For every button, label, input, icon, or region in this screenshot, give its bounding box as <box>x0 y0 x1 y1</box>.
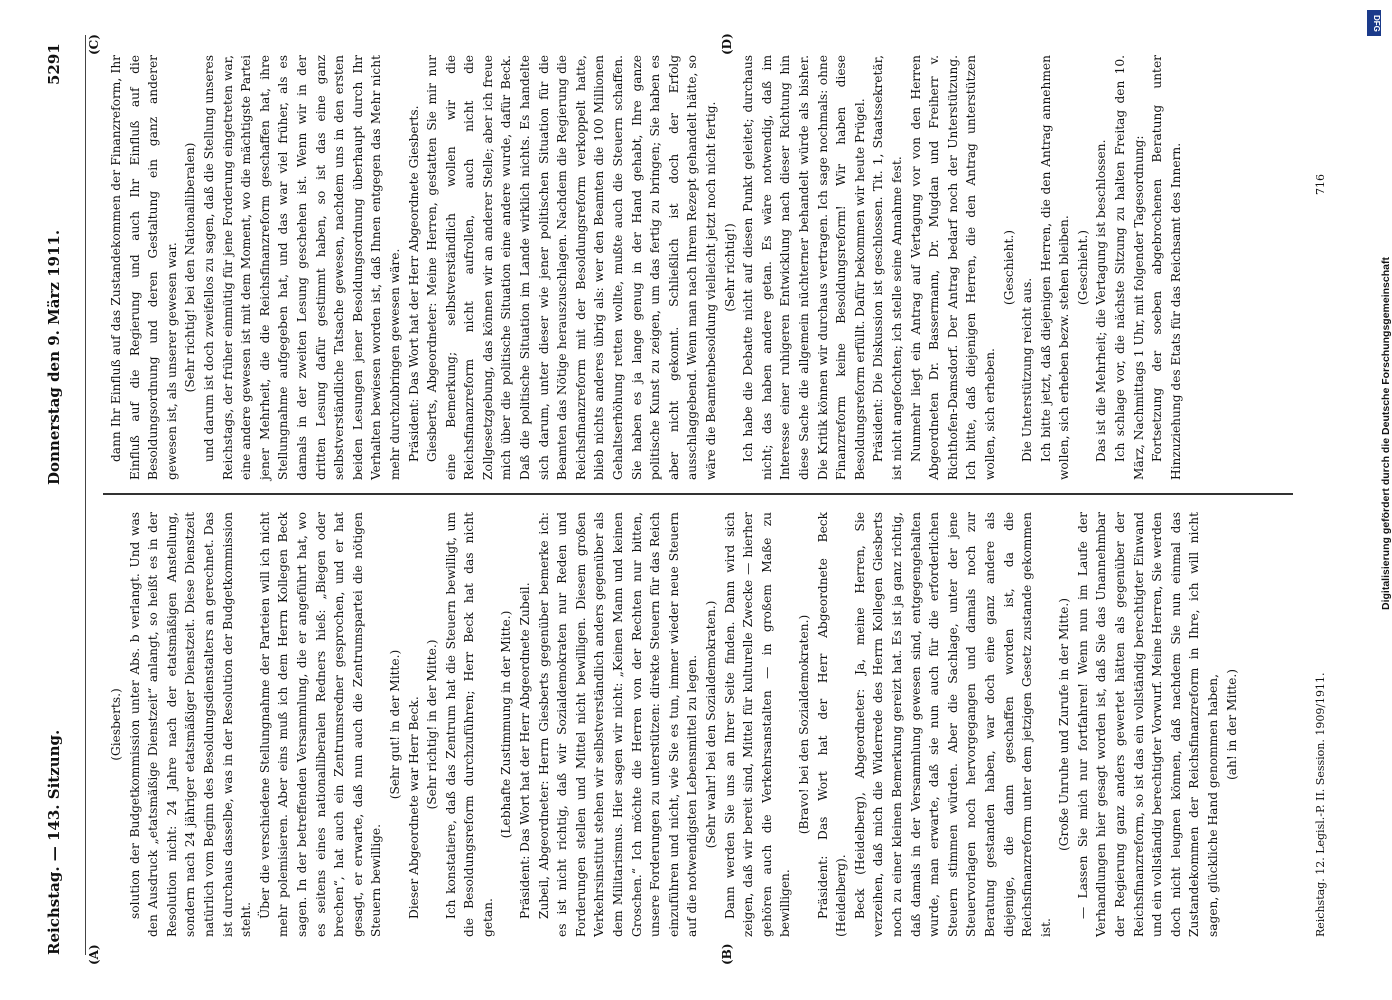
paragraph: Zubeil, Abgeordneter: Herrn Giesberts gegenüber bemerke ich: es ist nicht richtig, daß wir Sozialdemokraten nur Reden und Forderungen stellen und Mittel nicht bewilligen. Diesem großen Verkehrsinstitut stehen wir selbstverständlich anders gegenüber als dem Militarismus. Hier sagen wir nicht: „Keinen Mann und keinen Groschen.“ Ich möchte die Herren von der Rechten nur bitten, unsere Forderungen zu unterstützen: direkte Steuern für das Reich einzuführen und nicht, wie Sie es tun, immer wieder neue Steuern auf die notwendigsten Lebensmittel zu legen. <box>536 512 700 937</box>
paragraph: (Sehr richtig! in der Mitte.) <box>425 639 440 810</box>
paragraph: (ah! in der Mitte.) <box>1224 669 1239 780</box>
paragraph: (Sehr richtig!) <box>722 223 737 312</box>
paragraph: Giesberts, Abgeordneter: Meine Herren, gestatten Sie mir nur eine Bemerkung; selbstverständlich wollen wir die Reichsfinanzreform nicht aufrollen, auch nicht die Zollgesetzgebung, das können wir an anderer Stelle; aber ich freue mich über die politische Situation eine andere wurde, dafür Beck. Daß die politische Situation im Lande wirklich nichts. Es handelte sich darum, unter dieser wie jener politischen Situation für die Beamten das Nötige herauszuschlagen. Nachdem die Regierung die Reichsfinanzreform mit der Besoldungsreform verkoppelt hatte, blieb nichts anderes übrig als: wer den Beamten die 100 Millionen Gehaltserhöhung retten wollte, mußte auch die Steuern schaffen. Sie haben es ja lange genug in der Hand gehabt, Ihre ganze politische Kunst zu zeigen, um das fertig zu bringen; Sie haben es aber nicht gekonnt. Schließlich ist doch der Erfolg ausschlaggebend. Wenn man nach Ihrem Rezept gehandelt hätte, so wäre die Beamtenbesoldung vielleicht jetzt noch nicht fertig. <box>425 55 718 480</box>
dfg-logo: DFG <box>1367 10 1381 36</box>
sidebar-credit <box>1366 10 1392 630</box>
margin-marker-b: (B) <box>720 943 734 965</box>
paragraph: (Geschieht.) <box>1075 229 1090 306</box>
paragraph: Ich konstatiere, daß das Zentrum hat die Steuern bewilligt, um die Besoldungsreform durchzuführen; Herr Beck hat das nicht getan. <box>443 512 495 937</box>
paragraph: (Sehr gut! in der Mitte.) <box>387 649 402 800</box>
paragraph: (Große Unruhe und Zurufe in der Mitte.) <box>1057 598 1072 851</box>
paragraph: Präsident: Die Diskussion ist geschlossen. Tit. 1, Staatssekretär, ist nicht angefochten; ich stelle seine Annahme fest. <box>871 55 904 480</box>
running-header-date: Donnerstag den 9. März 1911. <box>45 229 63 485</box>
column-divider <box>103 494 1293 496</box>
paragraph: Fortsetzung der soeben abgebrochenen Beratung unter Hinzuziehung des Etats für das Reichsamt des Innern. <box>1150 55 1183 480</box>
paragraph: Ich schlage vor, die nächste Sitzung zu halten Freitag den 10. März, Nachmittags 1 Uhr, mit folgender Tagesordnung: <box>1113 55 1146 480</box>
left-text-column <box>107 512 1297 937</box>
paragraph: (Geschieht.) <box>1001 229 1016 306</box>
paragraph: Dieser Abgeordnete war Herr Beck. <box>406 696 421 919</box>
paragraph: Dann werden Sie uns an Ihrer Seite finden. Dann wird sich zeigen, daß wir bereit sind, Mittel für kulturelle Zwecke — hierher gehören auch die Verkehrsanstalten — in großem Maße zu bewilligen. <box>722 512 793 937</box>
header-rule <box>85 35 86 955</box>
margin-marker-c: (C) <box>87 34 101 55</box>
paragraph: Präsident: Das Wort hat der Herr Abgeordnete Beck (Heidelberg). <box>815 512 849 937</box>
footer-session: Reichstag. 12. Legisl.-P. II. Session. 1909/1911. <box>1314 672 1327 937</box>
paragraph: dann Ihr Einfluß auf das Zustandekommen der Finanzreform, Ihr Einfluß auf die Regierung und auch Ihr Einfluß auf die Besoldungsordnung und deren Gestaltung ein ganz anderer gewesen ist, als unserer gewesen war. <box>109 55 179 480</box>
sidebar-credit-text: Digitalisierung gefördert durch die Deutsche Forschungsgemeinschaft <box>1380 257 1392 610</box>
paragraph: (Sehr richtig! bei den Nationalliberalen) <box>183 142 198 393</box>
paragraph: Nunmehr liegt ein Antrag auf Vertagung vor von den Herren Abgeordneten Dr. Bassermann, Dr. Mugdan und Freiherr v. Richthofen-Damsdorf. Der Antrag bedarf noch der Unterstützung. Ich bitte, daß diejenigen Herren, die den Antrag unterstützen wollen, sich erheben. <box>908 55 997 480</box>
rotated-page <box>45 25 1345 965</box>
paragraph: Präsident: Das Wort hat der Herr Abgeordnete Giesberts. <box>406 105 421 462</box>
margin-marker-d: (D) <box>720 33 734 55</box>
right-text-column <box>107 55 1297 480</box>
paragraph: solution der Budgetkommission unter Abs. b verlangt. Und was den Ausdruck „etatsmäßige Dienstzeit“ anlangt, so heißt es in der Resolution nicht: 24 Jahre nach der etatsmäßigen Anstellung, sondern nach 24 jähriger etatsmäßiger Dienstzeit. Diese Dienstzeit natürlich vom Beginn des Besoldungsdienstalters an gerechnet. Das ist durchaus dasselbe, was in der Resolution der Budgetkommission steht. <box>127 512 254 937</box>
paragraph: (Bravo! bei den Sozialdemokraten.) <box>796 614 811 835</box>
paragraph: — Lassen Sie mich nur fortfahren! Wenn nun im Laufe der Verhandlungen hier gesagt worden ist, daß Sie das Unannehmbar der Regierung ganz anders gewertet hätten als gegenüber der Reichsfinanzreform, so ist das ein vollständig berechtigter Einwand und ein vollständig berechtigter Vorwurf. Meine Herren, Sie werden doch nicht leugnen können, daß nachdem Sie nun einmal das Zustandekommen der Reichsfinanzreform in Ihre, ich will nicht sagen, glückliche Hand genommen haben, <box>1075 512 1221 937</box>
margin-marker-a: (A) <box>87 944 101 965</box>
paragraph: Ich habe die Debatte nicht auf diesen Punkt geleitet; durchaus nicht; das haben andere getan. Es wäre notwendig, daß im Interesse einer ruhigeren Entwicklung nach dieser Richtung hin diese Sache die allgemein nüchterner behandelt würde als bisher. Die Kritik können wir durchaus vertragen. Ich sage nochmals: ohne Finanzreform keine Besoldungsreform! Wir haben diese Besoldungsreform erfüllt. Dafür bekommen wir heute Prügel. <box>741 55 867 480</box>
paragraph: Beck (Heidelberg), Abgeordneter: Ja, meine Herren, Sie verzeihen, daß mich die Widerrede des Herrn Kollegen Giesberts noch zu einer kleinen Bemerkung gereizt hat. Es ist ja ganz richtig, daß damals in der Versammlung gewesen sind, entgegengehalten wurde, man erwarte, daß sie nun auch für die erforderlichen Steuern stimmen würden. Aber die Sachlage, unter der jene Steuervorlagen noch hervorgegangen und damals noch zur Beratung gestanden haben, war doch eine ganz andere als diejenige, die dann geschaffen worden ist, da die Reichsfinanzreform unter dem jetzigen Gesetz zustande gekommen ist. <box>852 512 1053 937</box>
page-number: 5291 <box>45 43 63 85</box>
paragraph: (Giesberts.) <box>109 688 123 761</box>
paragraph: Präsident: Das Wort hat der Herr Abgeordnete Zubeil. <box>518 582 533 919</box>
paragraph: Die Unterstützung reicht aus. <box>1020 277 1035 462</box>
paragraph: Das ist die Mehrheit; die Vertagung ist beschlossen. <box>1094 139 1109 462</box>
paragraph: Über die verschiedene Stellungnahme der Parteien will ich nicht mehr polemisieren. Aber eins muß ich dem Herrn Kollegen Beck sagen. In der betreffenden Versammlung, die er angeführt hat, wo es seitens eines nationalliberalen Redners hieß: „Biegen oder brechen“, hat auch ein Zentrumsredner gesprochen, und er hat gesagt, er erwarte, daß nun auch die Zentrumspartei die nötigen Steuern bewillige. <box>257 512 384 937</box>
paragraph: und darum ist doch zweifellos zu sagen, daß die Stellung unseres Reichstags, der früher einmütig für jene Forderung eingetreten war, eine andere gewesen ist mit dem Moment, wo die mächtigste Partei jener Mehrheit, die die Reichsfinanzreform geschaffen hat, ihre Stellungnahme aufgegeben hat, und das war viel früher, als es damals in der zweiten Lesung geschehen ist. Wenn wir in der dritten Lesung dafür gestimmt haben, so ist das eine ganz selbstverständliche Tatsache gewesen, nachdem uns in den ersten beiden Lesungen jener Besoldungsordnung überhaupt durch Ihr Verhalten bewiesen worden ist, daß Ihnen entgegen das Mehr nicht mehr durchzubringen gewesen wäre. <box>201 55 402 480</box>
footer-signature: 716 <box>1314 174 1327 195</box>
running-header-left: Reichstag. — 143. Sitzung. <box>45 729 63 955</box>
paragraph: (Sehr wahr! bei den Sozialdemokraten.) <box>704 600 718 849</box>
paragraph: Ich bitte jetzt, daß diejenigen Herren, die den Antrag annehmen wollen, sich erheben bezw. stehen bleiben. <box>1038 55 1072 480</box>
paragraph: (Lebhafte Zustimmung in der Mitte.) <box>499 610 514 839</box>
